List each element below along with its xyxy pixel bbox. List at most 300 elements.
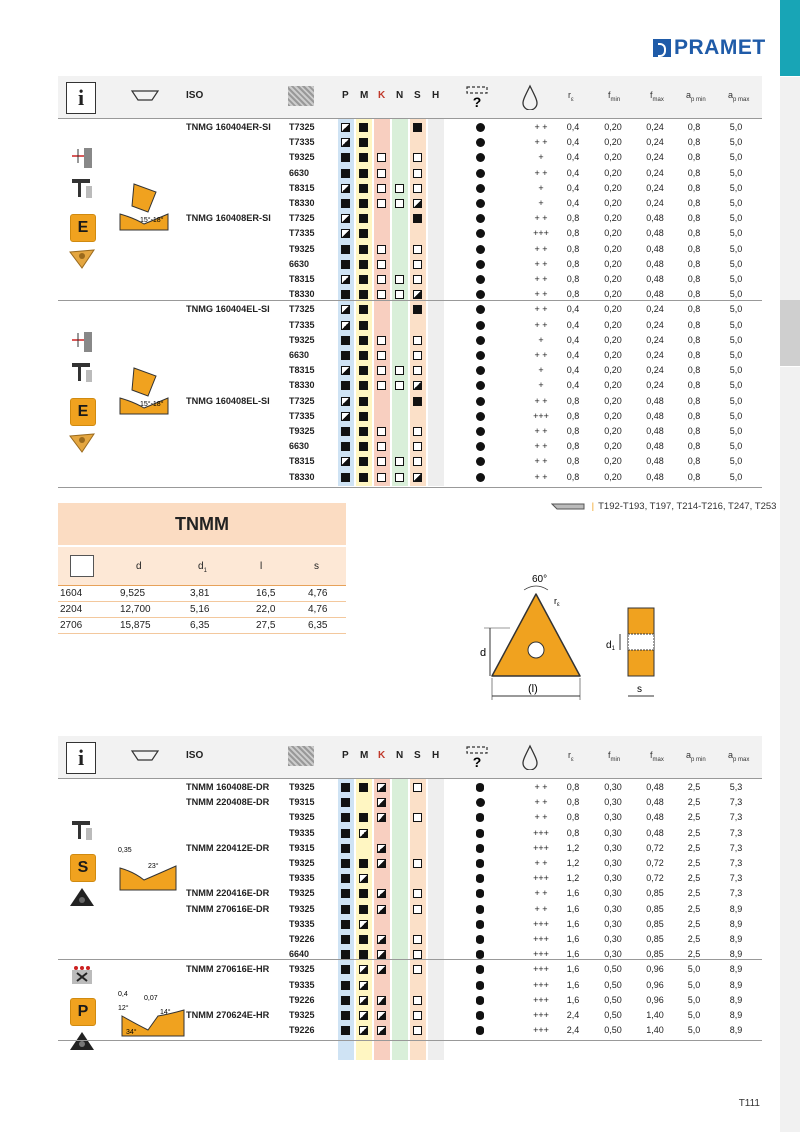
cell-apmin: 0,8 [687,410,701,421]
table-row[interactable] [58,993,762,1008]
suitability-p-icon [341,996,350,1005]
suitability-s-icon [413,859,422,868]
grade: T9226 [289,934,315,944]
table-row[interactable] [58,409,762,424]
grade: 6640 [289,949,310,960]
cell-apmin: 0,8 [687,471,701,482]
cell-apmin: 0,8 [687,152,701,163]
dimension-row[interactable] [58,618,346,634]
dim-cell-d1: 5,16 [190,604,210,615]
suitability-m-icon [359,229,368,238]
table-row[interactable] [58,196,762,211]
grade: T9226 [289,1025,315,1036]
svg-text:d: d [480,647,487,659]
cell-apmax: 5,0 [729,471,743,482]
table-row[interactable] [58,454,762,469]
cell-apmax: 7,3 [729,842,743,853]
cell-fmin: 0,20 [604,274,622,284]
suitability-s-icon [413,1011,422,1020]
iso-code: TNMM 270616E-DR [186,903,270,914]
cell-apmin: 0,8 [687,456,701,467]
fmax-header-2: $f_{max}$ [650,750,664,763]
reference-pages: T192-T193, T197, T214-T216, T247, T253 [598,501,777,512]
cell-fmax: 0,24 [646,334,664,345]
suitability-p-icon [341,1011,350,1020]
grade: T7325 [289,213,315,224]
cell-fmax: 0,48 [646,274,664,284]
grade: T9315 [289,797,315,808]
cell-fmax: 0,72 [646,873,664,884]
side-tab-section[interactable] [780,300,800,367]
cell-r: 1,6 [566,949,580,960]
table-row[interactable] [58,1008,762,1023]
dim-cell-s: 4,76 [308,588,328,599]
iso-code: TNMM 270616E-HR [186,964,270,975]
table-row[interactable] [58,226,762,241]
svg-text:0,35: 0,35 [118,847,132,854]
table-row[interactable] [58,780,762,795]
cell-r: 0,8 [566,827,580,838]
cell-r: 0,8 [566,228,580,239]
suitability-p-icon [341,889,350,898]
cell-r: 0,8 [566,213,580,224]
suitability-n-icon [395,290,404,299]
chip-control-dot-icon [476,199,485,208]
grade: T8330 [289,198,315,208]
cell-apmax: 8,9 [729,903,743,914]
table-row[interactable] [58,333,762,348]
cell-fmin: 0,20 [604,122,622,132]
table-row[interactable] [58,932,762,947]
cell-apmin: 2,5 [687,918,701,929]
grade: T9325 [289,964,315,975]
table-row[interactable] [58,302,762,317]
suitability-p-icon [341,336,350,345]
dim-cell-s: 6,35 [308,620,328,631]
table-row[interactable] [58,394,762,409]
svg-text:23°: 23° [148,863,159,870]
cell-q: + [538,182,544,193]
chip-control-double-icon [476,905,484,914]
table-row[interactable] [58,917,762,932]
cell-q: + + [534,243,548,254]
table-row[interactable] [58,439,762,454]
cell-apmax: 5,0 [729,380,743,391]
cell-apmax: 7,3 [729,797,743,808]
suitability-s-icon [413,336,422,345]
suitability-m-icon [359,351,368,360]
chip-control-dot-icon [476,397,485,406]
table-row[interactable] [58,318,762,333]
cell-fmin: 0,50 [604,1010,622,1020]
d1-label: $d_1$ [606,640,615,652]
cell-fmax: 0,48 [646,228,664,239]
cell-fmin: 0,20 [604,167,622,178]
chip-control-double-icon [476,829,484,838]
grade: T8315 [289,182,315,193]
chip-control-dot-icon [476,123,485,132]
dim-cell-d1: 6,35 [190,620,210,631]
table-row[interactable] [58,211,762,226]
suitability-s-icon [413,199,422,208]
dim-header-l: l [260,561,263,572]
suitability-k-icon [377,859,386,868]
iso-code: TNMG 160408ER-SI [186,213,271,224]
table-row[interactable] [58,826,762,841]
cell-fmin: 0,20 [604,213,622,224]
cell-apmin: 2,5 [687,949,701,960]
material-label-k: K [378,750,386,761]
chip-control-double-icon [476,783,484,792]
cell-fmax: 0,48 [646,456,664,467]
cell-apmin: 2,5 [687,888,701,899]
suitability-m-icon [359,859,368,868]
suitability-k-icon [377,290,386,299]
suitability-m-icon [359,1026,368,1035]
cell-r: 0,8 [566,258,580,269]
cell-apmin: 0,8 [687,213,701,224]
brand-name: PRAMET [674,36,766,59]
chip-control-dot-icon [476,427,485,436]
cell-r: 0,8 [566,426,580,436]
cell-apmax: 8,9 [729,1010,743,1020]
suitability-m-icon [359,829,368,838]
cell-q: + + [534,888,548,899]
suitability-p-icon [341,844,350,853]
cell-apmin: 0,8 [687,137,701,148]
chip-control-double-icon [476,935,484,944]
svg-text:s: s [637,684,642,695]
table-row[interactable] [58,378,762,393]
cell-apmin: 0,8 [687,334,701,345]
table-row[interactable] [58,841,762,856]
cell-apmin: 2,5 [687,797,701,808]
cell-fmax: 0,48 [646,426,664,436]
cell-apmax: 5,0 [729,350,743,360]
suitability-s-icon [413,290,422,299]
suitability-k-icon [377,442,386,451]
suitability-m-icon [359,920,368,929]
cell-r: 1,6 [566,979,580,990]
suitability-k-icon [377,199,386,208]
cell-fmin: 0,20 [604,334,622,345]
toolholder-reference[interactable]: | T192-T193, T197, T214-T216, T247, T253 [551,501,776,512]
cell-apmax: 5,0 [729,167,743,178]
material-label-s: S [414,90,421,101]
suitability-s-icon [413,457,422,466]
cell-apmin: 0,8 [687,380,701,391]
table-row[interactable] [58,902,762,917]
suitability-m-icon [359,138,368,147]
suitability-k-icon [377,905,386,914]
cell-fmax: 0,24 [646,304,664,315]
cell-fmax: 0,85 [646,918,664,929]
cell-r: 0,4 [566,182,580,193]
cell-r: 0,8 [566,243,580,254]
suitability-m-icon [359,935,368,944]
table-row[interactable] [58,871,762,886]
table-row[interactable] [58,962,762,977]
suitability-p-icon [341,138,350,147]
table-row[interactable] [58,348,762,363]
cell-fmin: 0,50 [604,1025,622,1036]
chip-control-dot-icon [476,473,485,482]
cell-apmax: 7,3 [729,812,743,823]
dimension-row[interactable] [58,586,346,602]
s-category-icon: S [70,854,96,882]
cell-r: 0,4 [566,304,580,315]
suitability-p-icon [341,229,350,238]
suitability-p-icon [341,305,350,314]
suitability-k-icon [377,1026,386,1035]
cell-r: 0,8 [566,782,580,792]
cell-q: +++ [533,1025,549,1036]
suitability-m-icon [359,366,368,375]
cell-q: +++ [533,827,549,838]
table-row[interactable] [58,135,762,150]
cell-apmin: 0,8 [687,319,701,330]
chip-control-double-icon [476,920,484,929]
cell-apmin: 2,5 [687,812,701,823]
cell-fmin: 0,20 [604,289,622,300]
chip-control-dot-icon [476,184,485,193]
cell-q: + + [534,858,548,868]
suitability-n-icon [395,473,404,482]
cell-fmax: 0,48 [646,213,664,224]
chip-control-dot-icon [476,457,485,466]
suitability-p-icon [341,321,350,330]
suitability-p-icon [341,397,350,406]
cell-apmax: 5,0 [729,274,743,284]
dim-cell-d: 9,525 [120,588,146,599]
chip-control-dot-icon [476,351,485,360]
suitability-m-icon [359,214,368,223]
suitability-m-icon [359,473,368,482]
table-row[interactable] [58,166,762,181]
suitability-s-icon [413,260,422,269]
suitability-s-icon [413,965,422,974]
apmax-header-2: $a_{p max}$ [728,750,750,763]
cell-r: 0,8 [566,471,580,482]
suitability-k-icon [377,935,386,944]
table-row[interactable] [58,363,762,378]
cell-apmax: 5,0 [729,137,743,148]
table-row[interactable] [58,470,762,485]
cell-apmax: 7,3 [729,827,743,838]
cell-q: + + [534,258,548,269]
cell-r: 1,6 [566,934,580,944]
table-row[interactable] [58,886,762,901]
chip-control-double-icon [476,965,484,974]
suitability-p-icon [341,275,350,284]
chip-control-dot-icon [476,336,485,345]
cell-apmin: 5,0 [687,1010,701,1020]
dim-cell-l: 16,5 [256,588,276,599]
cell-fmin: 0,20 [604,228,622,239]
table-row[interactable] [58,856,762,871]
cell-r: 2,4 [566,1010,580,1020]
grade: 6630 [289,167,310,178]
cell-apmax: 8,9 [729,964,743,975]
apmin-header-2: $a_{p min}$ [686,750,706,763]
cell-apmax: 5,0 [729,319,743,330]
suitability-s-icon [413,245,422,254]
suitability-s-icon [413,813,422,822]
svg-text:?: ? [472,754,482,770]
cell-fmin: 0,20 [604,304,622,315]
chip-control-dot-icon [476,290,485,299]
suitability-k-icon [377,783,386,792]
suitability-k-icon [377,798,386,807]
suitability-m-icon [359,427,368,436]
cell-q: + + [534,319,548,330]
material-label-n: N [396,750,404,761]
suitability-n-icon [395,199,404,208]
table-row[interactable] [58,810,762,825]
cell-fmin: 0,20 [604,456,622,467]
fmin-header-2: $f_{min}$ [608,750,621,763]
cell-apmax: 8,9 [729,934,743,944]
cell-apmin: 0,8 [687,289,701,300]
grade: T9325 [289,426,315,436]
suitability-p-icon [341,965,350,974]
cell-apmin: 0,8 [687,198,701,208]
table-row[interactable] [58,978,762,993]
table-row[interactable] [58,795,762,810]
table-row[interactable] [58,181,762,196]
chip-control-dot-icon [476,229,485,238]
cell-q: +++ [533,410,549,421]
cell-apmax: 7,3 [729,858,743,868]
cell-q: +++ [533,918,549,929]
suitability-m-icon [359,260,368,269]
dim-cell-l: 27,5 [256,620,276,631]
table-header [58,76,762,119]
grade: T9325 [289,858,315,868]
cell-apmin: 0,8 [687,304,701,315]
cell-fmin: 0,30 [604,797,622,808]
chip-control-dot-icon [476,366,485,375]
suitability-m-icon [359,381,368,390]
tnmm-title: TNMM [58,503,346,545]
svg-text:0,07: 0,07 [144,995,158,1002]
cell-apmax: 5,0 [729,334,743,345]
apmax-header: $a_{p max}$ [728,90,750,103]
cell-fmax: 0,24 [646,350,664,360]
dimension-row[interactable] [58,602,346,618]
cell-r: 0,4 [566,365,580,376]
cell-fmin: 0,20 [604,198,622,208]
cell-q: + + [534,812,548,823]
cell-apmin: 2,5 [687,873,701,884]
table-row[interactable] [58,272,762,287]
chip-control-dot-icon [476,138,485,147]
table-row[interactable] [58,424,762,439]
table-row[interactable] [58,947,762,962]
cell-r: 1,2 [566,842,580,853]
svg-text:14°: 14° [160,1009,171,1016]
table-row[interactable] [58,257,762,272]
cell-r: 0,4 [566,152,580,163]
workpiece-texture-icon [288,86,314,106]
cell-r: 0,8 [566,395,580,406]
cell-r: 0,8 [566,274,580,284]
cell-q: +++ [533,842,549,853]
info-icon-2[interactable]: i [66,742,96,774]
grade: T9335 [289,827,315,838]
suitability-k-icon [377,169,386,178]
suitability-m-icon [359,813,368,822]
table-row[interactable] [58,287,762,302]
cell-apmax: 5,0 [729,426,743,436]
chipbreaker-question-icon-2 [464,744,490,770]
cell-apmin: 0,8 [687,243,701,254]
suitability-s-icon [413,381,422,390]
suitability-p-icon [341,935,350,944]
cell-fmin: 0,20 [604,441,622,452]
suitability-m-icon [359,321,368,330]
suitability-k-icon [377,245,386,254]
coolant-drop-icon [521,84,539,110]
info-icon[interactable]: i [66,82,96,114]
cell-q: +++ [533,964,549,975]
dim-cell-code: 2706 [60,620,83,631]
material-label-h: H [432,750,440,761]
table-row[interactable] [58,242,762,257]
chip-control-double-icon [476,981,484,990]
suitability-s-icon [413,153,422,162]
dimension-rows [58,586,346,634]
cell-q: + + [534,350,548,360]
cell-fmax: 0,48 [646,258,664,269]
cell-apmax: 5,0 [729,243,743,254]
cell-r: 0,4 [566,350,580,360]
cell-q: +++ [533,979,549,990]
table-row[interactable] [58,150,762,165]
grade: 6630 [289,441,310,452]
cell-q: + + [534,782,548,792]
suitability-s-icon [413,905,422,914]
cell-apmax: 5,0 [729,395,743,406]
cell-fmax: 0,48 [646,827,664,838]
table-bottom-rule [58,1040,762,1041]
cell-r: 0,4 [566,198,580,208]
cell-apmin: 0,8 [687,365,701,376]
cell-fmax: 0,24 [646,319,664,330]
suitability-s-icon [413,184,422,193]
material-label-p: P [342,90,349,101]
cell-q: + [538,152,544,163]
grade: T8315 [289,456,315,467]
pramet-logo-mark-icon [653,39,671,57]
iso-code: TNMM 220408E-DR [186,797,270,808]
suitability-s-icon [413,123,422,132]
fmax-header: $f_{max}$ [650,90,664,103]
table-row[interactable] [58,120,762,135]
cell-fmin: 0,30 [604,888,622,899]
suitability-p-icon [341,457,350,466]
r-header-2: $r_\varepsilon$ [568,750,574,763]
suitability-m-icon [359,457,368,466]
table-row[interactable] [58,1023,762,1038]
page-number: T111 [738,1098,760,1109]
suitability-p-icon [341,442,350,451]
side-tab-active[interactable] [780,0,800,77]
suitability-k-icon [377,427,386,436]
svg-text:12°: 12° [118,1005,129,1012]
cell-r: 1,6 [566,903,580,914]
cell-apmin: 0,8 [687,274,701,284]
